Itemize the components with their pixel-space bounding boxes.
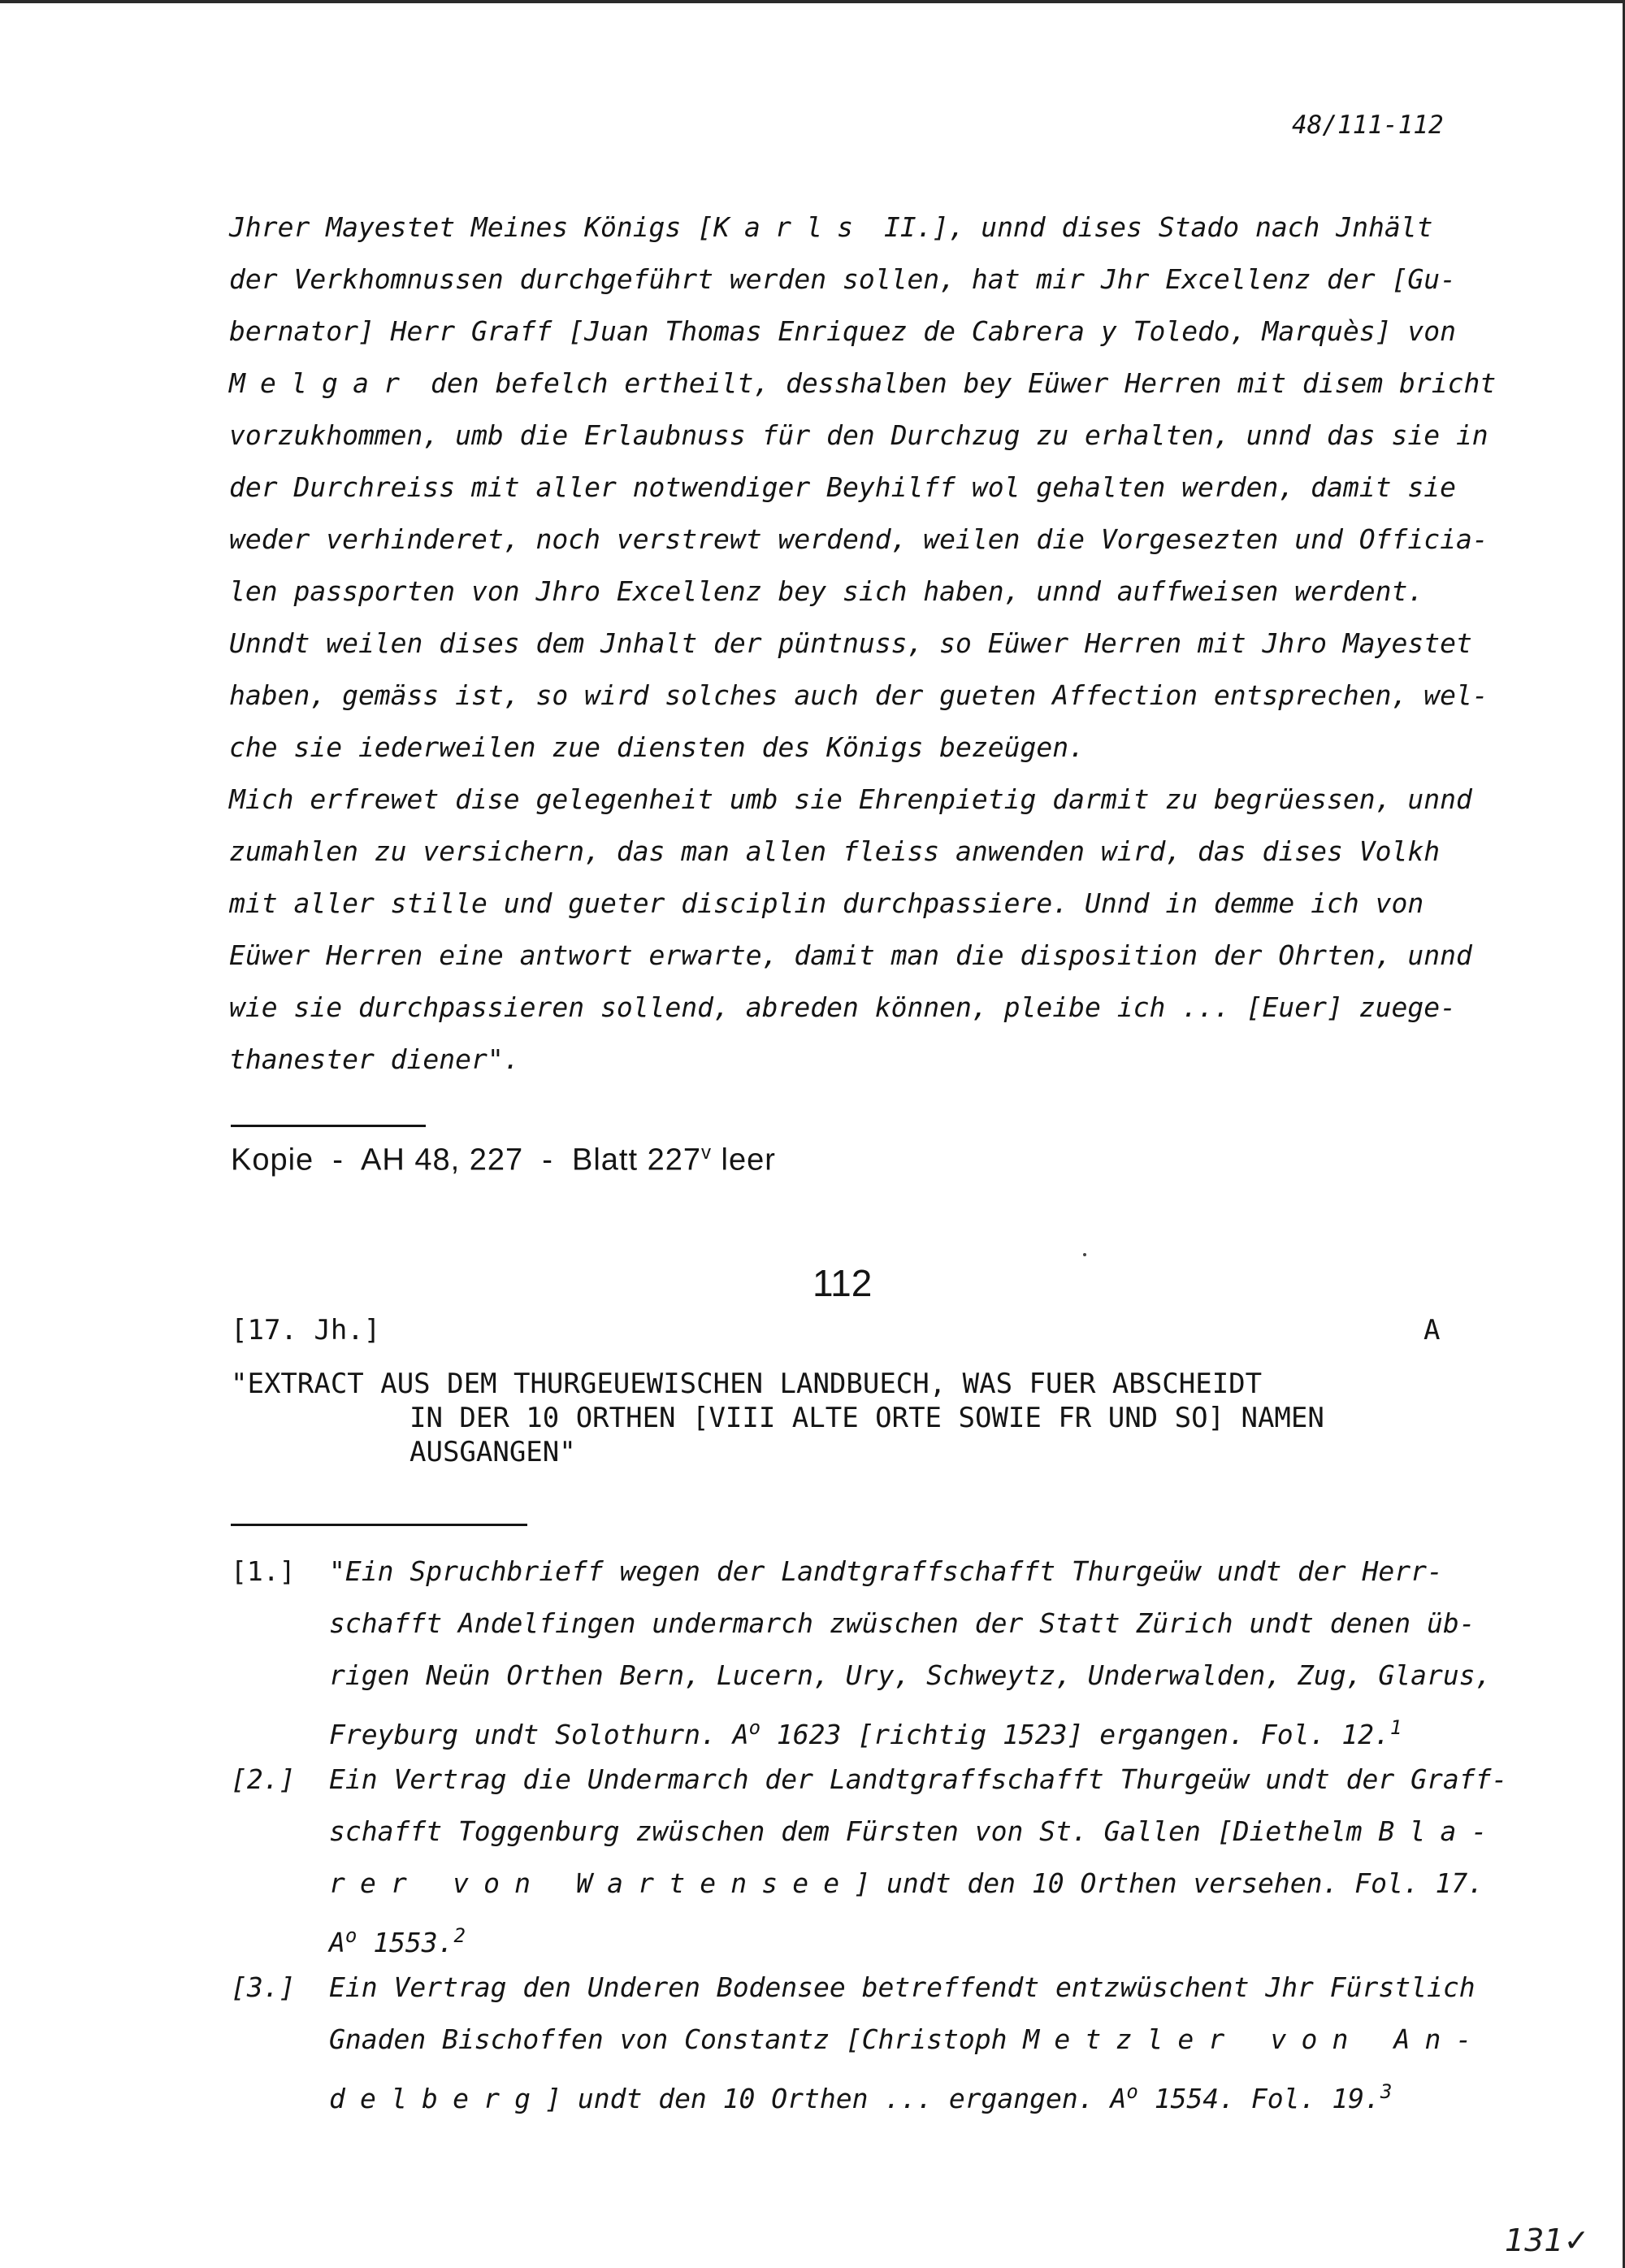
entry-item <box>231 1554 1547 1762</box>
text-line <box>229 1042 1537 1094</box>
entry-list <box>231 1554 1547 2126</box>
superscript: 3 <box>1380 2080 1393 2103</box>
text-line <box>229 938 1537 990</box>
text-segment: zumahlen zu versichern, das man allen fleiss anwenden wird, das dises Volkh <box>229 835 1441 867</box>
entry-text <box>329 1554 1547 1762</box>
source-note-verso: v <box>701 1142 712 1164</box>
entry-item <box>231 1762 1547 1970</box>
text-segment: der Verkhomnussen durchgeführt werden sollen, hat mir Jhr Excellenz der [Gu- <box>229 263 1456 295</box>
text-line <box>329 1554 1547 1606</box>
text-line <box>229 886 1537 938</box>
footnote-rule <box>231 1125 426 1127</box>
text-segment: len passporten von Jhro Excellenz bey sich haben, unnd auffweisen werdent. <box>229 575 1424 607</box>
spaced-name: Bla- <box>1378 1815 1502 1847</box>
text-line <box>229 210 1537 262</box>
superscript: o <box>748 1716 761 1739</box>
title-line: "EXTRACT AUS DEM THURGEUEWISCHEN LANDBUECH, WAS FUER ABSCHEIDT <box>231 1368 1263 1400</box>
text-line <box>229 574 1537 626</box>
text-segment: vorzukhommen, umb die Erlaubnuss für den Durchzug zu erhalten, unnd das sie in <box>229 419 1488 451</box>
text-segment: 1623 [richtig 1523] ergangen. Fol. 12. <box>760 1719 1390 1750</box>
entry-number: [3.] <box>231 1971 296 2003</box>
text-segment: Unndt weilen dises dem Jnhalt der püntnuss, so Eüwer Herren mit Jhro Mayestet <box>229 627 1472 659</box>
source-note-text: Kopie - AH 48, 227 - Blatt 227 <box>231 1143 701 1177</box>
text-line <box>229 314 1537 366</box>
entry-text <box>329 1762 1547 1970</box>
page-reference: 48/111-112 <box>1292 111 1444 140</box>
text-line <box>329 1658 1547 1710</box>
text-line <box>229 626 1537 678</box>
text-segment: schafft Andelfingen undermarch zwüschen der Statt Zürich undt denen üb- <box>329 1607 1476 1639</box>
text-line <box>329 1762 1547 1814</box>
spaced-name: Metzler von An- <box>1023 2023 1487 2055</box>
text-segment: thanester diener". <box>229 1043 520 1075</box>
text-segment: bernator] Herr Graff [Juan Thomas Enriquez de Cabrera y Toledo, Marquès] von <box>229 315 1456 347</box>
entry-item <box>231 1970 1547 2126</box>
text-segment: weder verhinderet, noch verstrewt werdend, weilen die Vorgesezten und Officia- <box>229 523 1488 555</box>
text-line <box>229 470 1537 522</box>
text-segment: ] undt den 10 Orthen versehen. Fol. 17. <box>854 1867 1484 1899</box>
text-line <box>329 1866 1547 1918</box>
text-segment: Eüwer Herren eine antwort erwarte, damit man die disposition der Ohrten, unnd <box>229 939 1472 971</box>
text-segment: II.], unnd dises Stado nach Jnhält <box>868 211 1433 243</box>
title-line: IN DER 10 ORTHEN [VIII ALTE ORTE SOWIE FR UND SO] NAMEN <box>410 1402 1324 1434</box>
spaced-name: rer von Wartensee <box>329 1867 855 1899</box>
text-line <box>329 1606 1547 1658</box>
text-segment: rigen Neün Orthen Bern, Lucern, Ury, Schweytz, Underwalden, Zug, Glarus, <box>329 1659 1492 1691</box>
source-note-after: leer <box>712 1143 776 1177</box>
text-segment: wie sie durchpassieren sollend, abreden können, pleibe ich ... [Euer] zuege- <box>229 991 1456 1023</box>
superscript: o <box>1126 2080 1138 2103</box>
text-line <box>229 262 1537 314</box>
text-segment: ] undt den 10 Orthen ... ergangen. A <box>545 2083 1127 2114</box>
text-segment: che sie iederweilen zue diensten des Königs bezeügen. <box>229 731 1085 763</box>
folio-stamp: 131✓ <box>1505 2222 1590 2258</box>
document-title <box>231 1367 1547 1469</box>
text-line <box>229 522 1537 574</box>
text-line <box>329 1710 1547 1762</box>
letter-body <box>229 210 1537 1094</box>
page-border-top <box>0 0 1625 3</box>
source-note <box>231 1142 776 1178</box>
text-segment: der Durchreiss mit aller notwendiger Beyhilff wol gehalten werden, damit sie <box>229 471 1456 503</box>
title-line: AUSGANGEN" <box>410 1436 576 1468</box>
text-line <box>229 990 1537 1042</box>
text-segment: A <box>329 1927 345 1958</box>
text-line <box>229 678 1537 730</box>
superscript: o <box>344 1924 358 1947</box>
text-segment: Mich erfrewet dise gelegenheit umb sie Ehrenpietig darmit zu begrüessen, unnd <box>229 783 1472 815</box>
text-segment: schafft Toggenburg zwüschen dem Fürsten von St. Gallen [Diethelm <box>329 1815 1379 1847</box>
superscript: 2 <box>453 1924 466 1947</box>
text-segment: Freyburg undt Solothurn. A <box>329 1719 749 1750</box>
text-line <box>229 834 1537 886</box>
document-letter: A <box>1424 1314 1441 1346</box>
entry-number: [2.] <box>231 1763 296 1795</box>
text-line <box>229 366 1537 418</box>
text-segment: "Ein Spruchbrieff wegen der Landtgraffschafft Thurgeüw undt der Herr- <box>329 1555 1443 1587</box>
text-segment: 1553. <box>357 1927 454 1958</box>
text-line <box>229 730 1537 782</box>
text-segment: den befelch ertheilt, desshalben bey Eüwer Herren mit disem bricht <box>414 367 1497 399</box>
text-line <box>329 1918 1547 1970</box>
spaced-name: Karls <box>713 211 869 243</box>
text-segment: haben, gemäss ist, so wird solches auch der gueten Affection entsprechen, wel- <box>229 679 1488 711</box>
text-segment: Ein Vertrag den Underen Bodensee betreffendt entzwüschent Jhr Fürstlich <box>329 1971 1476 2003</box>
text-segment: Jhrer Mayestet Meines Königs [ <box>229 211 714 243</box>
text-line <box>329 2074 1547 2126</box>
spaced-name: delberg <box>329 2083 546 2114</box>
speck <box>1083 1253 1086 1256</box>
text-line <box>229 418 1537 470</box>
entry-text <box>329 1970 1547 2126</box>
text-segment: 1554. Fol. 19. <box>1138 2083 1380 2114</box>
text-line <box>329 1970 1547 2022</box>
section-rule <box>231 1524 527 1526</box>
entry-number: [1.] <box>231 1555 296 1587</box>
text-segment: Ein Vertrag die Undermarch der Landtgraffschafft Thurgeüw undt der Graff- <box>329 1763 1508 1795</box>
text-line <box>329 2022 1547 2074</box>
document-number: 112 <box>812 1262 873 1304</box>
text-segment: mit aller stille und gueter disciplin durchpassiere. Unnd in demme ich von <box>229 887 1424 919</box>
document-date: [17. Jh.] <box>231 1314 381 1346</box>
superscript: 1 <box>1389 1716 1402 1739</box>
spaced-name: Melgar <box>229 367 415 399</box>
text-segment: Gnaden Bischoffen von Constantz [Christoph <box>329 2023 1024 2055</box>
text-line <box>329 1814 1547 1866</box>
text-line <box>229 782 1537 834</box>
